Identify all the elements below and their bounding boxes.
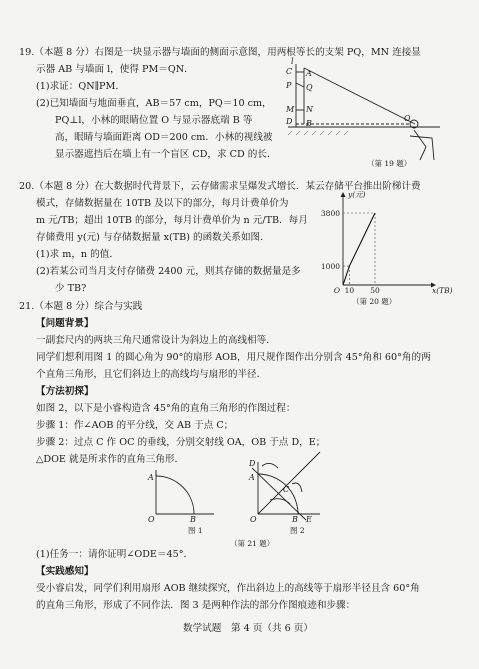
q21-fig1-label-B: B (190, 515, 196, 524)
q20-line-7: 少 TB? (55, 283, 87, 294)
q21-fig2-label-O: O (250, 515, 257, 524)
q19-line-1: 19.（本题 8 分）右图是一块显示器与墙面的侧面示意图，用两根等长的支架 PQ，MN 连接显 (19, 47, 421, 58)
q19-line-5: PQ⊥l，小林的眼睛位置 O 与显示器底端 B 等 (55, 115, 253, 126)
q19-label-C: C (286, 67, 293, 76)
q20-line-2: 模式，存储数据量在 10TB 及以下的部分，每月计费单价为 (36, 198, 289, 209)
q20-line-4: 存储费用 y(元) 与存储数据量 x(TB) 的函数关系如图． (36, 232, 270, 243)
q21-fig2-label-E: E (306, 515, 312, 524)
q21-line-14: 的直角三角形，形成了不同作法．图 3 是两种作法的部分作图痕迹和步骤： (36, 600, 356, 611)
q21-line-13: 受小睿启发，同学们利用扇形 AOB 继续探究，作出斜边上的高线等于扇形半径且含 60°角 (36, 583, 420, 594)
q20-line-5: (1)求 m，n 的值． (36, 249, 119, 260)
q21-fig2-caption: 图 2 (290, 526, 305, 535)
page-footer: 数学试题 第 4 页（共 6 页） (183, 623, 313, 634)
q21-fig1-label-A: A (148, 473, 154, 482)
q19-line-2: 示器 AB 与墙面 l，使得 PM＝QN． (36, 64, 194, 75)
q21-line-1: 21.（本题 8 分）综合与实践 (19, 301, 143, 312)
q21-line-7: 如图 2，以下是小睿构造含 45°角的直角三角形的作图过程： (36, 403, 296, 414)
q19-label-P: P (286, 81, 292, 90)
x-tick-50: 50 (370, 286, 380, 295)
q21-fig2-label-A: A (249, 473, 255, 482)
q21-fig2-label-C: C (283, 485, 290, 494)
q20-line-3: m 元/TB；超出 10TB 的部分，每月计费单价为 n 元/TB．每月 (36, 215, 308, 226)
q21-line-8: 步骤 1：作∠AOB 的平分线，交 AB 于点 C； (36, 420, 234, 431)
x-tick-origin: O (333, 286, 341, 295)
y-tick-3800: 3800 (320, 209, 340, 218)
q21-line-10: △DOE 就是所求作的直角三角形． (36, 454, 185, 465)
y-axis-label: y(元) (348, 190, 366, 199)
q21-section-method: 【方法初探】 (36, 386, 94, 397)
q19-label-D: D (286, 117, 293, 126)
q21-line-9: 步骤 2：过点 C 作 OC 的垂线，分别交射线 OA，OB 于点 D，E； (36, 437, 326, 448)
q21-line-5: 个直角三角形，且它们斜边上的高线均与扇形的半径． (36, 369, 267, 380)
q19-line-4: (2)已知墙面与地面垂直，AB＝57 cm，PQ＝10 cm， (36, 98, 272, 109)
q21-fig1-caption: 图 1 (188, 526, 203, 535)
q21-fig1-label-O: O (148, 515, 155, 524)
q19-caption: （第 19 题） (367, 159, 412, 168)
q19-label-N: N (306, 105, 313, 114)
q20-caption: （第 20 题） (352, 297, 397, 306)
q21-line-3: 一副套尺内的两块三角尺通常设计为斜边上的高线相等． (36, 335, 276, 346)
q21-line-4: 同学们想利用图 1 的圆心角为 90°的扇形 AOB，用尺规作图作出分别含 45°角和 60°角的两 (36, 352, 431, 363)
q21-fig1 (156, 470, 214, 514)
q21-fig2-label-D: D (249, 459, 256, 468)
q19-label-B: B (306, 119, 312, 128)
q19-label-Q: Q (306, 83, 313, 92)
q21-section-practice: 【实践感知】 (36, 566, 94, 577)
q20-line-1: 20.（本题 8 分）在大数据时代背景下，云存储需求呈爆发式增长．某云存储平台推出阶梯计费 (19, 181, 421, 192)
y-tick-1000: 1000 (320, 262, 340, 272)
q21-section-background: 【问题背景】 (36, 318, 94, 329)
q19-line-7: 显示器遮挡后在墙上有一个盲区 CD，求 CD 的长． (55, 149, 277, 160)
q19-line-6: 高，眼睛与墙面距离 OD＝200 cm．小林的视线被 (55, 132, 273, 143)
x-tick-10: 10 (344, 286, 355, 295)
q19-label-A: A (306, 69, 312, 78)
q19-label-M: M (286, 105, 295, 114)
x-axis-label: x(TB) (432, 286, 453, 295)
q20-line-6: (2)若某公司当月支付存储费 2400 元，则其存储的数据量是多 (36, 266, 301, 277)
q21-figures-caption: （第 21 题） (230, 539, 275, 548)
q21-fig2-label-B: B (292, 515, 298, 524)
q19-label-l: l (291, 57, 294, 66)
q19-line-3: (1)求证：QN∥PM． (36, 81, 125, 92)
q19-label-O: O (404, 114, 411, 123)
q21-task-1: (1)任务一：请你证明∠ODE＝45°． (36, 549, 194, 560)
